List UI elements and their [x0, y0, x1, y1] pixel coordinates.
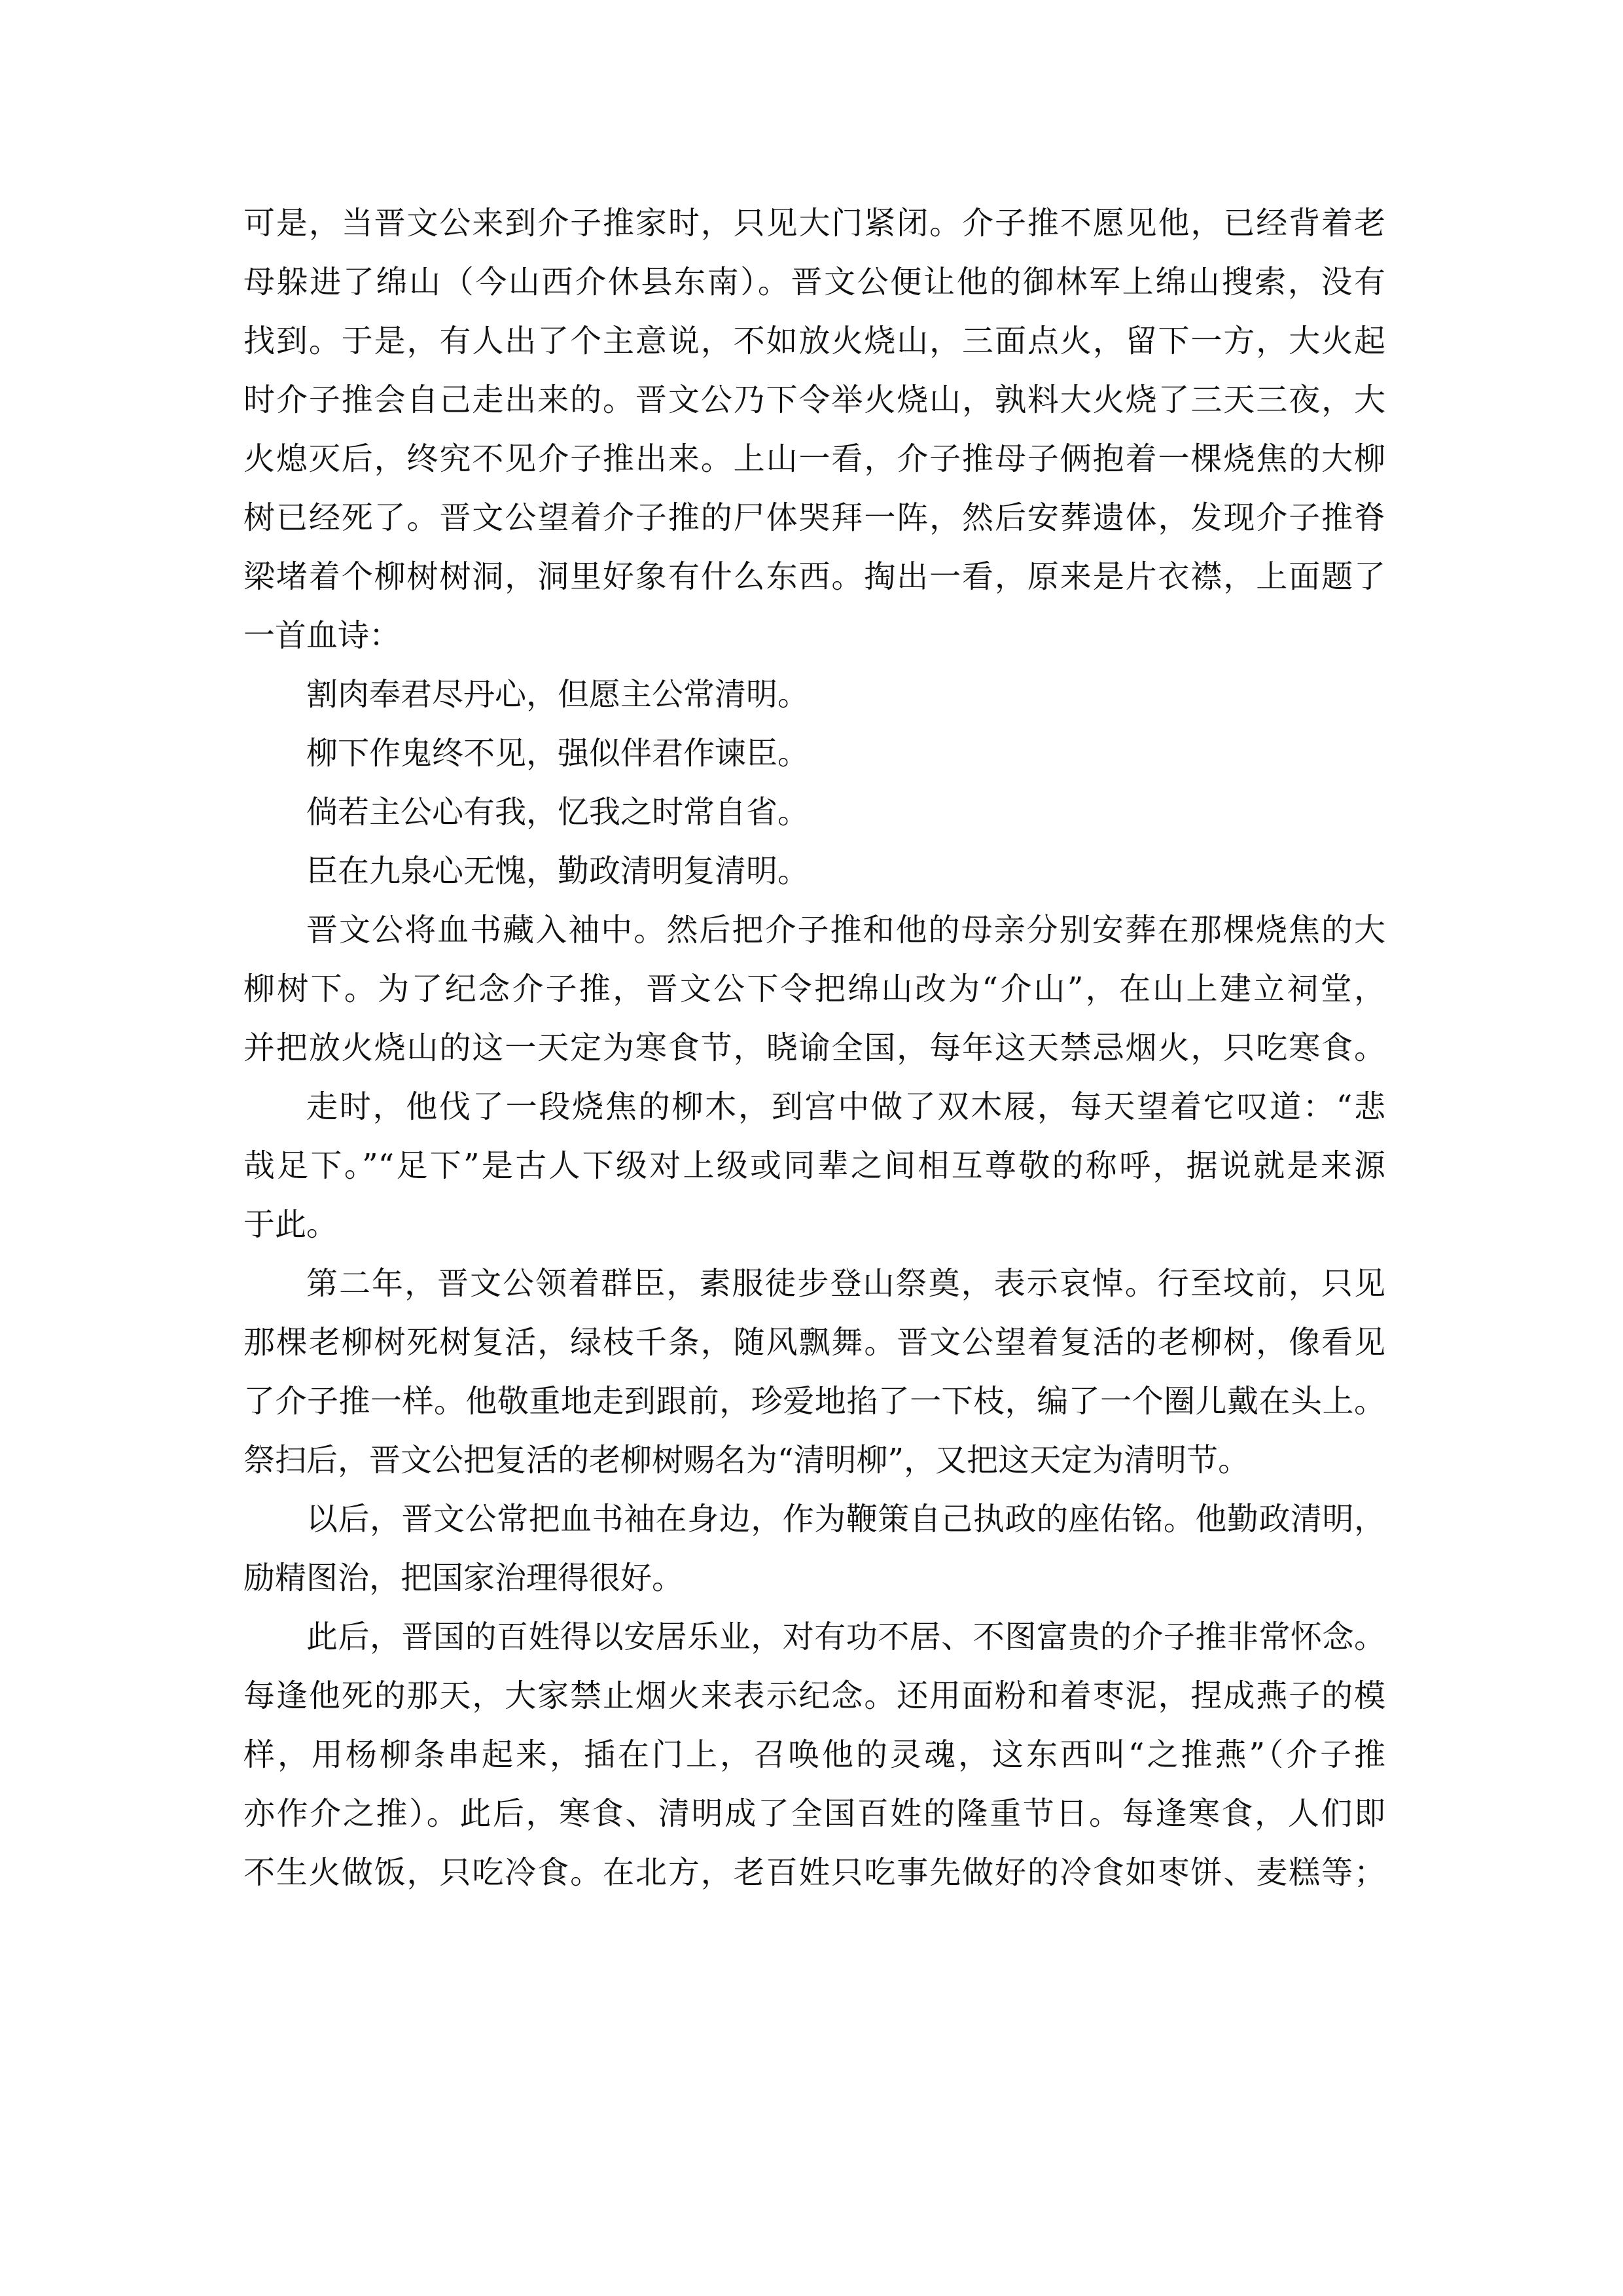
text-line: 每逢他死的那天，大家禁止烟火来表示纪念。还用面粉和着枣泥，捏成燕子的模	[243, 1677, 1385, 1714]
text-line: 时介子推会自己走出来的。晋文公乃下令举火烧山，孰料大火烧了三天三夜，大	[243, 382, 1385, 418]
text-line: 一首血诗：	[243, 617, 401, 654]
text-line: 梁堵着个柳树树洞，洞里好象有什么东西。掏出一看，原来是片衣襟，上面题了	[243, 558, 1385, 595]
text-line: 晋文公将血书藏入袖中。然后把介子推和他的母亲分别安葬在那棵烧焦的大	[306, 912, 1385, 948]
text-line: 于此。	[243, 1206, 338, 1243]
text-line: 励精图治，把国家治理得很好。	[243, 1560, 684, 1596]
text-line: 割肉奉君尽丹心，但愿主公常清明。	[306, 676, 810, 713]
text-line: 柳树下。为了纪念介子推，晋文公下令把绵山改为“介山”，在山上建立祠堂，	[243, 971, 1385, 1007]
text-line: 找到。于是，有人出了个主意说，不如放火烧山，三面点火，留下一方，大火起	[243, 323, 1385, 359]
text-line: 火熄灭后，终究不见介子推出来。上山一看，介子推母子俩抱着一棵烧焦的大柳	[243, 440, 1385, 477]
text-line: 以后，晋文公常把血书袖在身边，作为鞭策自己执政的座佑铭。他勤政清明，	[306, 1501, 1385, 1537]
text-line: 并把放火烧山的这一天定为寒食节，晓谕全国，每年这天禁忌烟火，只吃寒食。	[243, 1030, 1385, 1066]
text-line: 树已经死了。晋文公望着介子推的尸体哭拜一阵，然后安葬遗体，发现介子推脊	[243, 499, 1385, 536]
text-line: 样，用杨柳条串起来，插在门上，召唤他的灵魂，这东西叫“之推燕”（介子推	[243, 1736, 1385, 1773]
text-line: 第二年，晋文公领着群臣，素服徒步登山祭奠，表示哀悼。行至坟前，只见	[306, 1265, 1385, 1302]
text-line: 祭扫后，晋文公把复活的老柳树赐名为“清明柳”，又把这天定为清明节。	[243, 1442, 1250, 1479]
text-line: 柳下作鬼终不见，强似伴君作谏臣。	[306, 735, 810, 772]
text-line: 亦作介之推）。此后，寒食、清明成了全国百姓的隆重节日。每逢寒食，人们即	[243, 1795, 1385, 1832]
text-line: 哉足下。”“足下”是古人下级对上级或同辈之间相互尊敬的称呼，据说就是来源	[243, 1147, 1385, 1184]
body-text	[243, 194, 1385, 1902]
text-line: 那棵老柳树死树复活，绿枝千条，随风飘舞。晋文公望着复活的老柳树，像看见	[243, 1324, 1385, 1361]
text-line: 走时，他伐了一段烧焦的柳木，到宫中做了双木屐，每天望着它叹道：“悲	[306, 1088, 1385, 1125]
text-line: 此后，晋国的百姓得以安居乐业，对有功不居、不图富贵的介子推非常怀念。	[306, 1619, 1385, 1655]
text-line: 倘若主公心有我，忆我之时常自省。	[306, 794, 810, 831]
text-line: 不生火做饭，只吃冷食。在北方，老百姓只吃事先做好的冷食如枣饼、麦糕等；	[243, 1854, 1385, 1891]
text-line: 母躲进了绵山（今山西介休县东南）。晋文公便让他的御林军上绵山搜索，没有	[243, 264, 1385, 300]
text-line: 了介子推一样。他敬重地走到跟前，珍爱地掐了一下枝，编了一个圈儿戴在头上。	[243, 1383, 1385, 1420]
text-line: 可是，当晋文公来到介子推家时，只见大门紧闭。介子推不愿见他，已经背着老	[243, 205, 1385, 242]
text-line: 臣在九泉心无愧，勤政清明复清明。	[306, 853, 810, 889]
